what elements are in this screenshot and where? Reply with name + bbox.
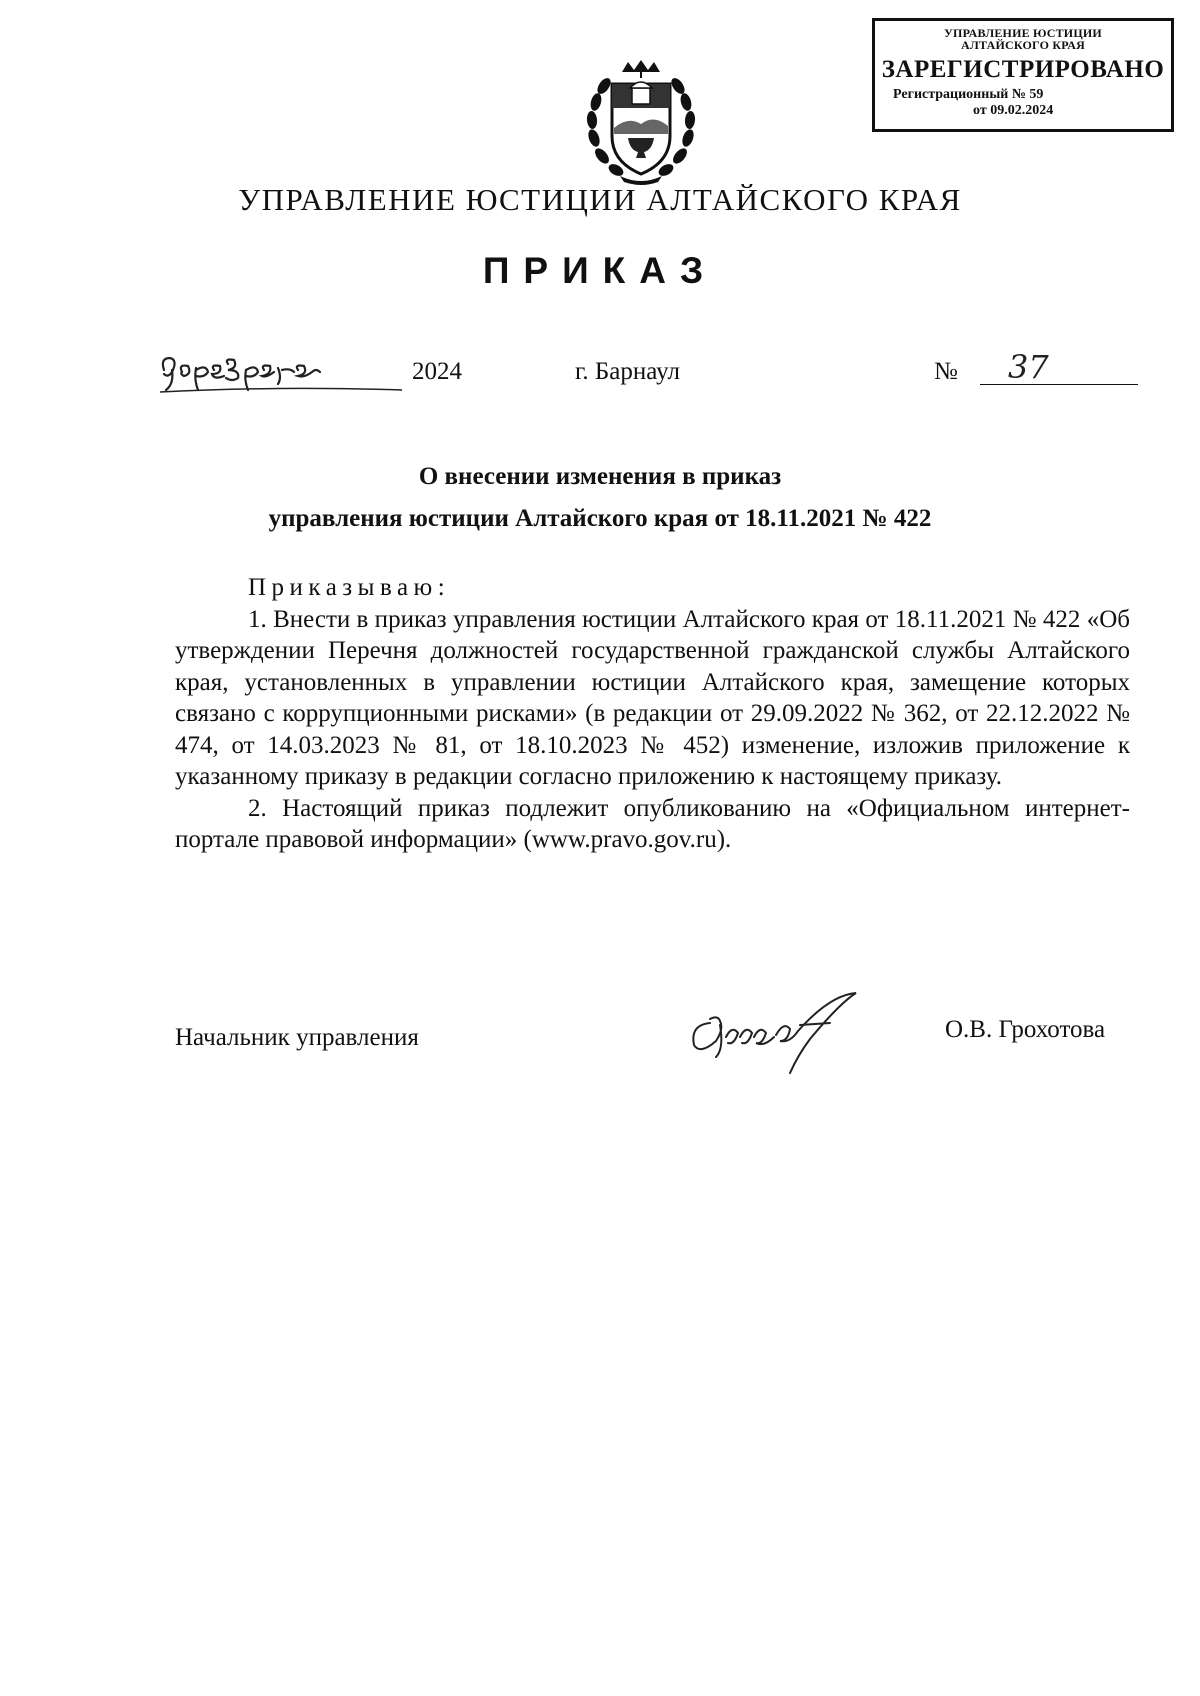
body-intro: Приказываю: bbox=[248, 574, 451, 601]
organization-title: УПРАВЛЕНИЕ ЮСТИЦИИ АЛТАЙСКОГО КРАЯ bbox=[238, 182, 962, 217]
stamp-status: ЗАРЕГИСТРИРОВАНО bbox=[881, 56, 1165, 83]
date-year: 2024 bbox=[412, 358, 462, 385]
stamp-organization-line1: УПРАВЛЕНИЕ ЮСТИЦИИ bbox=[944, 26, 1102, 40]
handwritten-signature bbox=[680, 985, 880, 1077]
document-title-line2: управления юстиции Алтайского края от 18.11.2021 № 422 bbox=[268, 505, 932, 532]
registration-stamp bbox=[872, 18, 1174, 132]
document-title-line1: О внесении изменения в приказ bbox=[418, 463, 782, 490]
stamp-date: от 09.02.2024 bbox=[973, 103, 1054, 118]
signatory-position: Начальник управления bbox=[175, 1024, 419, 1051]
handwritten-date-drawing bbox=[158, 350, 403, 398]
signatory-name: О.В. Грохотова bbox=[945, 1016, 1106, 1043]
body-paragraph-2: 2. Настоящий приказ подлежит опубликованию на «Официальном интернет-портале правовой информации» (www.pravo.gov.ru). bbox=[175, 794, 1130, 853]
handwritten-date bbox=[158, 350, 403, 394]
coat-of-arms-emblem bbox=[580, 58, 702, 186]
stamp-organization-line2: АЛТАЙСКОГО КРАЯ bbox=[961, 38, 1085, 52]
body-paragraph-1: 1. Внести в приказ управления юстиции Алтайского края от 18.11.2021 № 422 «Об утверждении Перечня должностей государственной гражданской службы Алтайского края, установленных в управлении юстиции Алтайского края, замещение которых связано с коррупционными рисками» (в редакции от 29.09.2022 № 362, от 22.12.2022 № 474, от 14.03.2023 № 81, от 18.10.2023 № 452) изменение, изложив приложение к указанному приказу в редакции согласно приложению к настоящему приказу. bbox=[175, 605, 1130, 790]
number-sign: № bbox=[934, 358, 958, 385]
stamp-registration-number: Регистрационный № 59 bbox=[893, 87, 1044, 102]
document-title bbox=[0, 456, 1200, 540]
city: г. Барнаул bbox=[575, 358, 680, 385]
document-type: ПРИКАЗ bbox=[482, 250, 718, 291]
handwritten-number: 37 bbox=[1008, 348, 1049, 386]
document-body bbox=[175, 572, 1130, 856]
number-underline bbox=[980, 384, 1138, 385]
